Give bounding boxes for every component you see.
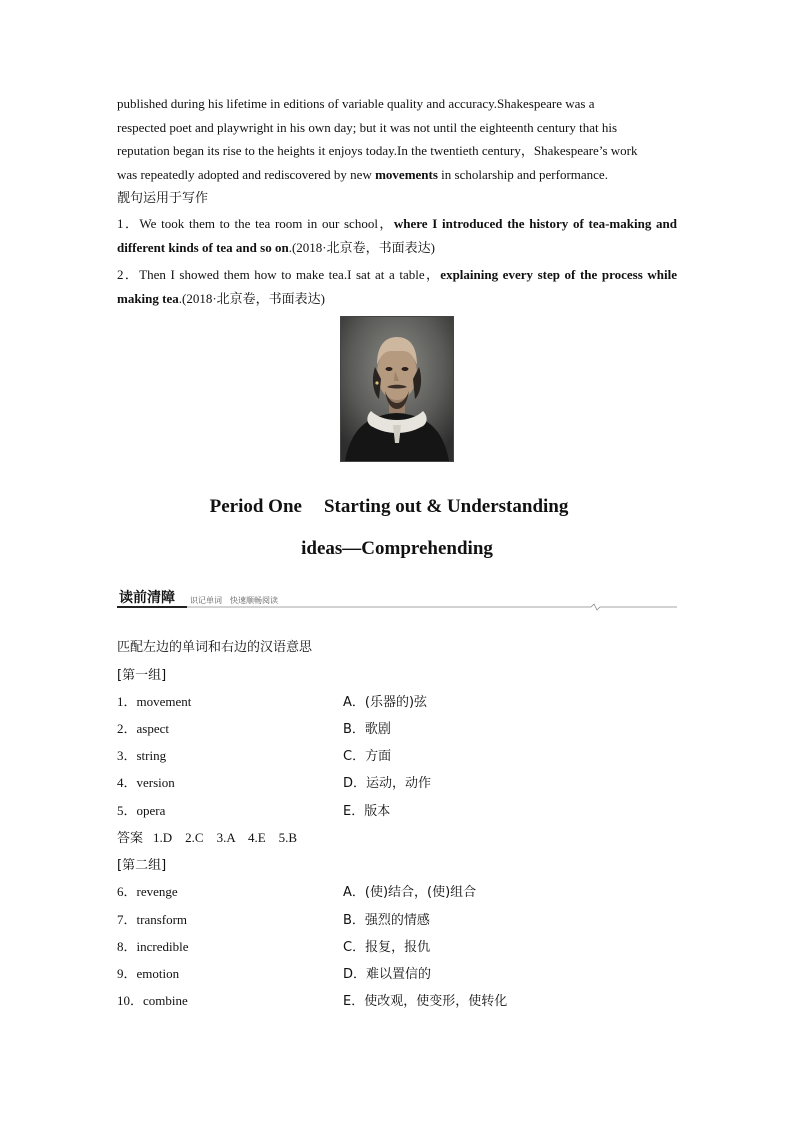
section-header xyxy=(117,585,677,611)
meaning: A．(乐器的)弦 xyxy=(343,695,428,710)
meaning: E．使改观，使变形，使转化 xyxy=(343,994,508,1009)
section-sub-1: 识记单词 xyxy=(190,596,222,605)
word: 8．incredible xyxy=(117,939,189,954)
intro-line-1: published during his lifetime in editions of variable quality and accuracy.Shakespeare was a xyxy=(117,96,595,111)
example-2-text: 2．Then I showed them how to make tea.I sat at a table， xyxy=(117,267,441,282)
example-2-source: .(2018·北京卷，书面表达) xyxy=(178,290,325,306)
meaning: B．歌剧 xyxy=(343,722,391,737)
shakespeare-portrait xyxy=(340,316,454,462)
example-1-text: 1．We took them to the tea room in our school， xyxy=(117,216,394,231)
match-row xyxy=(117,691,677,713)
match-row xyxy=(117,745,677,767)
example-1-highlight: where I introduced the history of tea-making and different kinds of tea and so on xyxy=(117,216,677,255)
word: 6．revenge xyxy=(117,884,178,899)
example-sentence-2 xyxy=(117,263,677,310)
match-row xyxy=(117,718,677,740)
match-row xyxy=(117,800,677,822)
word: 3．string xyxy=(117,748,167,763)
lesson-topic: Starting out & Understanding xyxy=(323,496,569,517)
word: 7．transform xyxy=(117,912,188,927)
lesson-title-line-1 xyxy=(0,496,786,518)
example-sentence-1 xyxy=(117,212,677,259)
intro-line-3: reputation began its rise to the heights it enjoys today.In the twentieth century，Shakespeare’s work xyxy=(117,143,638,158)
intro-keyword: movements xyxy=(375,166,438,182)
word: 10．combine xyxy=(117,993,188,1008)
example-1-source: .(2018·北京卷，书面表达) xyxy=(288,239,435,255)
section-rule xyxy=(117,603,677,611)
answer-key xyxy=(117,827,297,846)
match-row xyxy=(117,881,677,903)
word: 5．opera xyxy=(117,803,166,818)
section-sub-2: 快速顺畅阅读 xyxy=(230,596,278,605)
word: 2．aspect xyxy=(117,721,169,736)
intro-paragraph xyxy=(117,92,677,186)
lesson-title-line-2: ideas—Comprehending xyxy=(301,538,493,559)
matching-instruction: 匹配左边的单词和右边的汉语意思 xyxy=(117,640,313,655)
meaning: D．运动，动作 xyxy=(343,776,432,791)
word: 1．movement xyxy=(117,694,192,709)
word: 4．version xyxy=(117,775,175,790)
match-row xyxy=(117,963,677,985)
match-row xyxy=(117,909,677,931)
group-1-label: [第一组] xyxy=(117,668,167,683)
intro-line-4-post: in scholarship and performance. xyxy=(437,166,608,182)
example-2-highlight: explaining every step of the process while making tea xyxy=(117,267,678,306)
section-label: 读前清障 xyxy=(119,590,175,606)
match-row xyxy=(117,772,677,794)
match-row xyxy=(117,936,677,958)
meaning: C．方面 xyxy=(343,749,392,764)
writing-heading: 靓句运用于写作 xyxy=(117,191,209,206)
meaning: E．版本 xyxy=(343,804,391,819)
group-2-label: [第二组] xyxy=(117,858,167,873)
intro-line-2: respected poet and playwright in his own day; but it was not until the eighteenth century that his xyxy=(117,119,618,135)
meaning: D．难以置信的 xyxy=(343,967,432,982)
intro-line-4 xyxy=(117,163,677,187)
lesson-period: Period One xyxy=(209,496,302,517)
meaning: B．强烈的情感 xyxy=(343,913,430,928)
answer-label: 答案 xyxy=(117,831,144,846)
answer-values: 1.D 2.C 3.A 4.E 5.B xyxy=(153,830,298,845)
meaning: A．(使)结合，(使)组合 xyxy=(343,885,477,900)
intro-line-4-pre: was repeatedly adopted and rediscovered by new xyxy=(117,166,376,182)
portrait-image xyxy=(341,317,453,461)
meaning: C．报复，报仇 xyxy=(343,940,431,955)
word: 9．emotion xyxy=(117,966,180,981)
match-row xyxy=(117,990,677,1012)
